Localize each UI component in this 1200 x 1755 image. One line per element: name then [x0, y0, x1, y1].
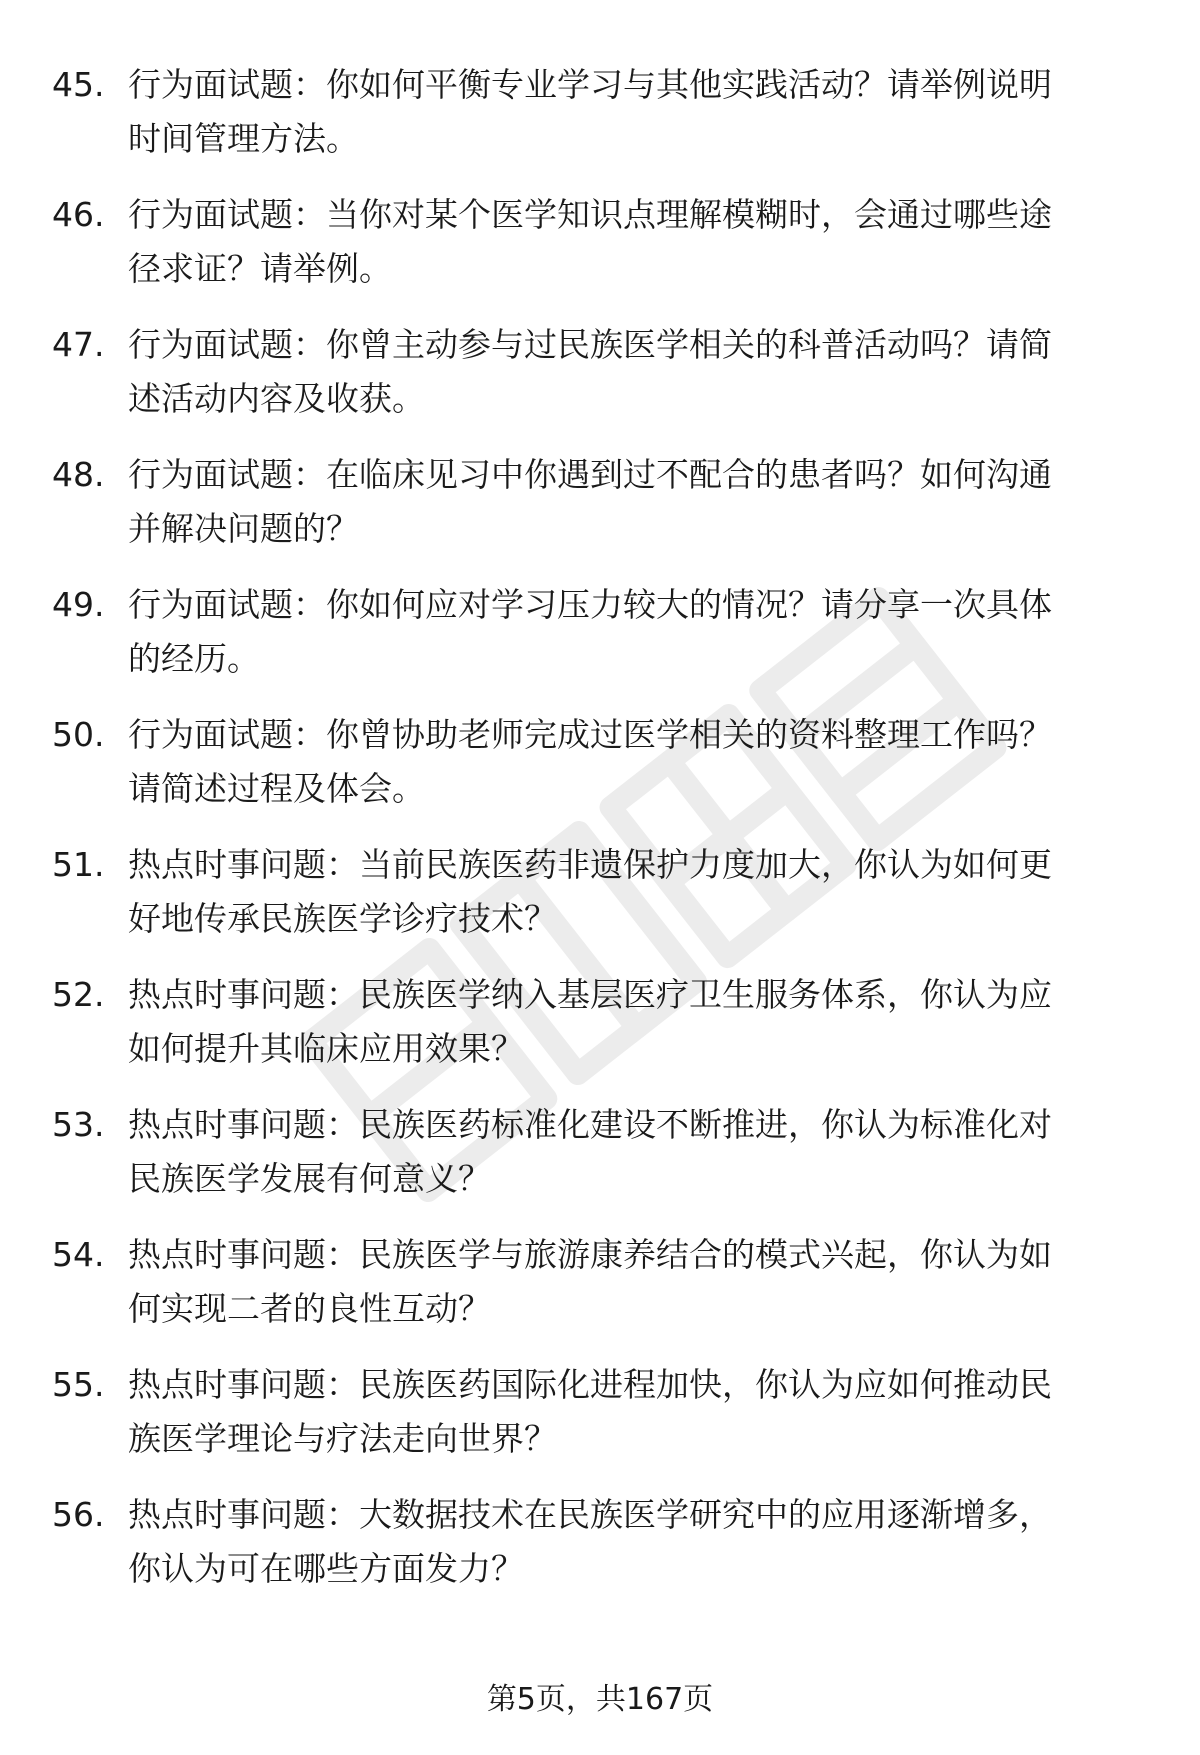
question-text: 热点时事问题：民族医学与旅游康养结合的模式兴起，你认为如 何实现二者的良性互动？ — [128, 1235, 1052, 1328]
question-number: 56. — [52, 1495, 105, 1534]
question-text: 热点时事问题：民族医学纳入基层医疗卫生服务体系，你认为应 如何提升其临床应用效果？ — [128, 975, 1052, 1068]
question-number: 48. — [52, 455, 105, 494]
question-number: 47. — [52, 325, 105, 364]
question-number: 49. — [52, 585, 105, 624]
question-number: 46. — [52, 195, 105, 234]
question-text: 热点时事问题：大数据技术在民族医学研究中的应用逐渐增多， 你认为可在哪些方面发力？ — [128, 1495, 1052, 1588]
question-list — [52, 58, 1142, 1618]
question-text: 热点时事问题：当前民族医药非遗保护力度加大，你认为如何更 好地传承民族医学诊疗技术？ — [128, 845, 1052, 938]
question-text: 行为面试题：你如何应对学习压力较大的情况？请分享一次具体 的经历。 — [128, 585, 1052, 678]
list-item — [52, 318, 1142, 448]
question-number: 53. — [52, 1105, 105, 1144]
question-text: 行为面试题：你曾协助老师完成过医学相关的资料整理工作吗？ 请简述过程及体会。 — [128, 715, 1052, 808]
question-text: 行为面试题：当你对某个医学知识点理解模糊时，会通过哪些途 径求证？请举例。 — [128, 195, 1052, 288]
question-number: 55. — [52, 1365, 105, 1404]
list-item — [52, 1358, 1142, 1488]
question-number: 54. — [52, 1235, 105, 1274]
question-text: 行为面试题：在临床见习中你遇到过不配合的患者吗？如何沟通 并解决问题的？ — [128, 455, 1052, 548]
question-text: 热点时事问题：民族医药国际化进程加快，你认为应如何推动民 族医学理论与疗法走向世界？ — [128, 1365, 1052, 1458]
list-item — [52, 708, 1142, 838]
question-text: 行为面试题：你如何平衡专业学习与其他实践活动？请举例说明 时间管理方法。 — [128, 65, 1052, 158]
list-item — [52, 188, 1142, 318]
list-item — [52, 58, 1142, 188]
list-item — [52, 1098, 1142, 1228]
list-item — [52, 1228, 1142, 1358]
question-text: 热点时事问题：民族医药标准化建设不断推进，你认为标准化对 民族医学发展有何意义？ — [128, 1105, 1052, 1198]
list-item — [52, 1488, 1142, 1618]
list-item — [52, 448, 1142, 578]
list-item — [52, 578, 1142, 708]
question-number: 45. — [52, 65, 105, 104]
question-number: 50. — [52, 715, 105, 754]
question-number: 51. — [52, 845, 105, 884]
question-number: 52. — [52, 975, 105, 1014]
page-number: 第5页，共167页 — [486, 1682, 714, 1717]
question-text: 行为面试题：你曾主动参与过民族医学相关的科普活动吗？请简 述活动内容及收获。 — [128, 325, 1052, 418]
list-item — [52, 968, 1142, 1098]
list-item — [52, 838, 1142, 968]
